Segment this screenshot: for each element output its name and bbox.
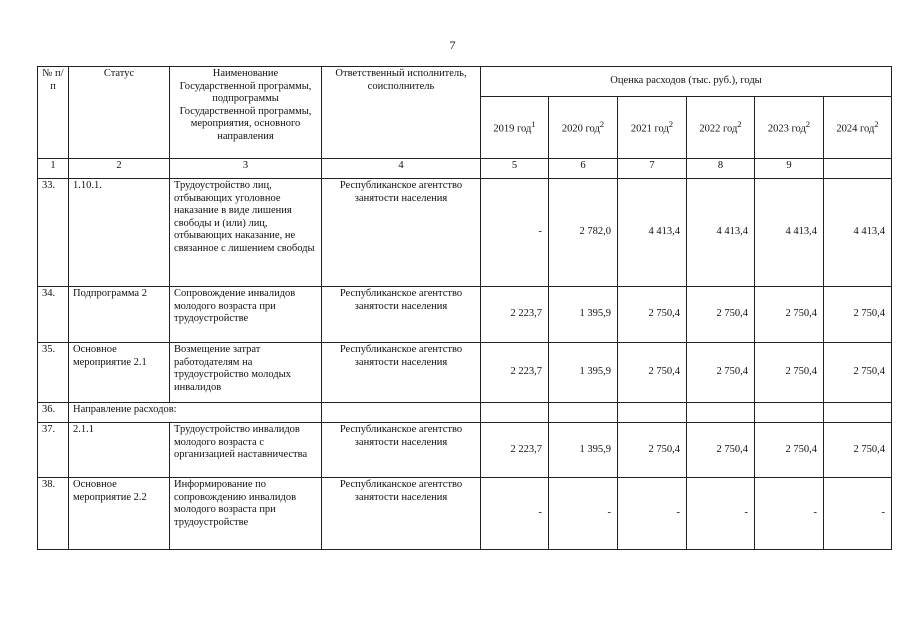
row-value: 2 750,4 xyxy=(687,343,755,403)
row-executor: Республиканское агентство занятости населения xyxy=(322,287,481,343)
header-status: Статус xyxy=(69,67,170,159)
row-status: Основное мероприятие 2.1 xyxy=(69,343,170,403)
row-executor: Республиканское агентство занятости населения xyxy=(322,423,481,478)
row-name: Возмещение затрат работодателям на трудоустройство молодых инвалидов xyxy=(170,343,322,403)
row-number: 38. xyxy=(38,478,69,550)
row-name: Трудоустройство лиц, отбывающих уголовное наказание в виде лишения свободы и (или) лиц, отбывающих наказание, не связанное с лишением свободы xyxy=(170,179,322,287)
row-value: - xyxy=(481,179,549,287)
row-value: - xyxy=(824,478,892,550)
row-empty xyxy=(618,403,687,423)
row-value: 2 750,4 xyxy=(687,287,755,343)
row-status: 1.10.1. xyxy=(69,179,170,287)
row-number: 36. xyxy=(38,403,69,423)
header-executor: Ответственный исполнитель, соисполнитель xyxy=(322,67,481,159)
column-index: 6 xyxy=(549,159,618,179)
table-row xyxy=(38,343,892,403)
row-number: 33. xyxy=(38,179,69,287)
row-value: 4 413,4 xyxy=(824,179,892,287)
row-value: 2 750,4 xyxy=(755,343,824,403)
table-row xyxy=(38,478,892,550)
row-value: 2 223,7 xyxy=(481,287,549,343)
header-year: 2021 год$^2$ xyxy=(618,97,687,159)
row-value: 4 413,4 xyxy=(755,179,824,287)
row-value: 2 223,7 xyxy=(481,343,549,403)
column-index: 9 xyxy=(755,159,824,179)
table-row-direction xyxy=(38,403,892,423)
row-value: 2 750,4 xyxy=(687,423,755,478)
column-index: 8 xyxy=(687,159,755,179)
row-status: 2.1.1 xyxy=(69,423,170,478)
row-value: 2 750,4 xyxy=(824,423,892,478)
row-name: Трудоустройство инвалидов молодого возраста с организацией наставничества xyxy=(170,423,322,478)
header-year: 2024 год$^2$ xyxy=(824,97,892,159)
row-value: 2 750,4 xyxy=(824,343,892,403)
row-name: Сопровождение инвалидов молодого возраста при трудоустройстве xyxy=(170,287,322,343)
table-row xyxy=(38,287,892,343)
column-index: 7 xyxy=(618,159,687,179)
row-number: 35. xyxy=(38,343,69,403)
row-direction: Направление расходов: xyxy=(69,403,322,423)
row-empty xyxy=(481,403,549,423)
header-row xyxy=(38,67,892,97)
column-index-empty xyxy=(824,159,892,179)
row-value: 4 413,4 xyxy=(618,179,687,287)
table-row xyxy=(38,423,892,478)
column-index: 3 xyxy=(170,159,322,179)
header-year: 2023 год$^2$ xyxy=(755,97,824,159)
column-index: 1 xyxy=(38,159,69,179)
header-year: 2020 год$^2$ xyxy=(549,97,618,159)
header-name: Наименование Государственной программы, подпрограммы Государственной программы, мероприятия, основного направления xyxy=(170,67,322,159)
row-value: 2 750,4 xyxy=(618,287,687,343)
row-empty xyxy=(549,403,618,423)
row-executor: Республиканское агентство занятости населения xyxy=(322,343,481,403)
row-value: 4 413,4 xyxy=(687,179,755,287)
row-value: - xyxy=(618,478,687,550)
page-number: 7 xyxy=(449,38,456,52)
header-expenses: Оценка расходов (тыс. руб.), годы xyxy=(481,67,892,97)
column-index: 5 xyxy=(481,159,549,179)
row-empty xyxy=(322,403,481,423)
header-no: № п/п xyxy=(38,67,69,159)
row-empty xyxy=(824,403,892,423)
row-value: 1 395,9 xyxy=(549,423,618,478)
column-index-row xyxy=(38,159,892,179)
row-status: Основное мероприятие 2.2 xyxy=(69,478,170,550)
row-value: - xyxy=(481,478,549,550)
row-executor: Республиканское агентство занятости населения xyxy=(322,179,481,287)
row-value: 2 782,0 xyxy=(549,179,618,287)
row-empty xyxy=(687,403,755,423)
header-year: 2019 год$^1$ xyxy=(481,97,549,159)
row-value: 2 750,4 xyxy=(618,343,687,403)
row-value: 1 395,9 xyxy=(549,287,618,343)
row-number: 37. xyxy=(38,423,69,478)
row-name: Информирование по сопровождению инвалидов молодого возраста при трудоустройстве xyxy=(170,478,322,550)
row-executor: Республиканское агентство занятости населения xyxy=(322,478,481,550)
row-value: 2 223,7 xyxy=(481,423,549,478)
row-value: - xyxy=(755,478,824,550)
table-row xyxy=(38,179,892,287)
row-value: 1 395,9 xyxy=(549,343,618,403)
column-index: 4 xyxy=(322,159,481,179)
row-empty xyxy=(755,403,824,423)
row-value: - xyxy=(549,478,618,550)
column-index: 2 xyxy=(69,159,170,179)
row-number: 34. xyxy=(38,287,69,343)
row-value: 2 750,4 xyxy=(755,423,824,478)
expenses-table xyxy=(37,66,892,550)
row-value: 2 750,4 xyxy=(824,287,892,343)
row-status: Подпрограмма 2 xyxy=(69,287,170,343)
row-value: - xyxy=(687,478,755,550)
row-value: 2 750,4 xyxy=(618,423,687,478)
row-value: 2 750,4 xyxy=(755,287,824,343)
header-year: 2022 год$^2$ xyxy=(687,97,755,159)
